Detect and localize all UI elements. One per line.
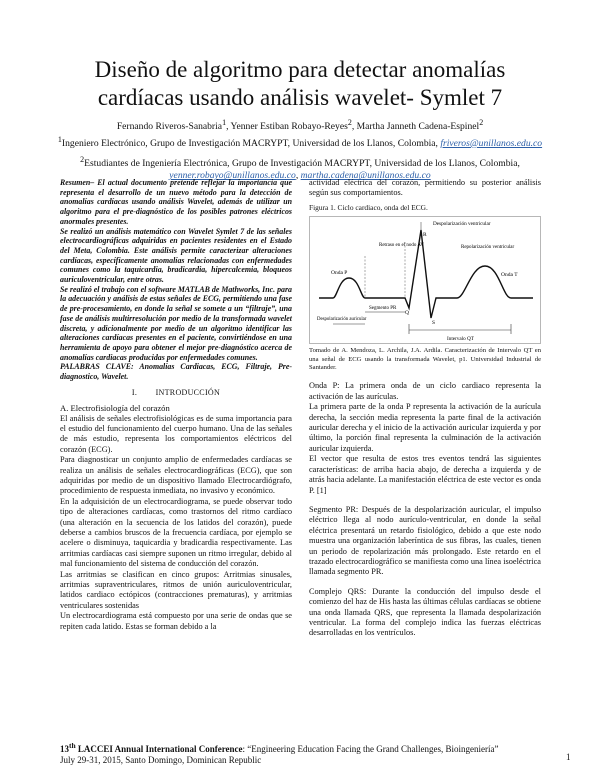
label-despolarizacion: Despolarización ventricular (433, 221, 491, 228)
email-link-1[interactable]: friveros@unillanos.edu.co (440, 137, 543, 149)
abstract-paragraph-2: Se realizó un análisis matemático con Wavelet Symlet 7 de las señales electrocardiográficas adquiridas en pacientes residentes en el Estado del Meta, Colombia. Este análisis permite caracterizar alteraciones cardíacas, específicamente anomalías relacionadas con enfermedades comunes como la taquicardia, bradicardia, hipercalcemia, bloqueos auriculoventricular, entre otras. (60, 226, 292, 285)
onda-p-paragraph-2: La primera parte de la onda P representa la activación de la aurícula derecha, la sección media representa la parte final de la activación auricular derecha y el inicio de la activación auricular izquierda y por último, la porción final representa la culminación de la activación auricular izquierda. (309, 402, 541, 453)
page-number: 1 (566, 752, 571, 762)
paper-title (40, 56, 560, 112)
label-segmento-pr: Segmento PR (369, 306, 397, 312)
label-despol-auricular: Despolarización auricular (317, 317, 367, 323)
section-heading: I. INTRODUCCIÓN (131, 387, 221, 397)
label-retraso: Retraso en el nodo AV (379, 243, 424, 249)
figure-source: Tomado de A. Mendoza, L. Archila, J.A. Ardila. Caracterización de Intervalo QT en una señal de ECG usando la transformada Wavelet, p1. Universidad Industrial de Santander. (309, 347, 541, 372)
vector-paragraph: El vector que resulta de estos tres eventos tendrá las siguientes características: de arriba hacia abajo, de derecha a izquierda y de atrás hacia adelante. La manifestación eléctrica de este vector es onda P. [1] (309, 454, 541, 495)
intro-paragraph-2: Para diagnosticar un conjunto amplio de enfermedades cardíacas se realiza un análisis de señales electrocardiográficas (ECG), que son adquiridas por medio de un dispositivo llamado Electrocardiógrafo, procedimiento de respuesta inmediata, no invasivo y económico. (60, 455, 292, 496)
label-intervalo-qt: Intervalo QT (447, 336, 474, 343)
intro-paragraph-3: En la adquisición de un electrocardiograma, se puede observar todo tipo de alteraciones cardíacas, como trastornos del ritmo cardíaco (una alteración en la secuencia de los latidos del corazón), puede deberse a cambios bruscos de la frecuencia cardíaca, por ejemplo se acelere o disminuya, taquicardia y bradicardia respectivamente. Las arritmias cardíacas casi siempre suponen un ritmo irregular, debido al mal funcionamiento del sistema de conducción del corazón. (60, 496, 292, 569)
label-r: R (423, 232, 427, 239)
subsection-heading: A. Electrofisiología del corazón (60, 403, 170, 414)
abstract-paragraph-1: Resumen– El actual documento pretende reflejar la importancia que representa el desarrollo de un nuevo método para la detección de anomalías cardíacas usando análisis Wavelet, además de utilizar un algoritmo para el pre-diagnóstico de los posibles patrones eléctricos anormales presentes. (60, 178, 292, 226)
label-repolarizacion: Repolarización ventricular (461, 245, 515, 251)
continued-paragraph: actividad eléctrica del corazón, permitiendo su posterior análisis según sus comportamientos. (309, 178, 541, 198)
affiliation-2-emails: yenner.robayo@unillanos.edu.co, martha.cadena@unillanos.edu.co (169, 170, 431, 182)
author-block (20, 117, 580, 183)
left-column (60, 178, 292, 632)
conference-line: 13th LACCEI Annual International Conference: “Engineering Education Facing the Grand Challenges, Bioingeniería” (60, 741, 499, 754)
ecg-cycle-figure (309, 216, 541, 344)
label-onda-p: Onda P (331, 270, 348, 277)
complejo-qrs-paragraph: Complejo QRS: Durante la conducción del impulso desde el comienzo del haz de His hasta las últimas células cardíacas se obtiene una onda llamada QRS, que representa la llamada despolarización ventricular. La forma del complejo indica las fuerzas eléctricas desarrolladas en los ventrículos. (309, 586, 541, 638)
segmento-pr-paragraph: Segmento PR: Después de la despolarización auricular, el impulso eléctrico llega al nodo aurículo-ventricular, en donde la señal eléctrica presentará un retardo fisiológico, debido a que este nodo muestra una organización laberíntica de sus fibras, las cuales, tienen un periodo de repolarización más prolongado. Este retardo en el trazado electrocardiográfico se manifiesta como una línea isoeléctrica llamada segmento PR. (309, 504, 541, 577)
label-q: Q (405, 310, 409, 317)
intro-paragraph-5: Un electrocardiograma está compuesto por una serie de ondas que se repiten cada latido. Estas se forman debido a la (60, 611, 292, 631)
intro-paragraph-1: El análisis de señales electrofisiológicas es de suma importancia para el estudio del funcionamiento del cuerpo humano. Una de las señales de más estudio, representa los comportamientos eléctricos del corazón (ECG). (60, 413, 292, 454)
conference-date-place: July 29-31, 2015, Santo Domingo, Dominican Republic (60, 755, 262, 766)
right-column (309, 178, 541, 639)
page-footer (60, 740, 560, 767)
abstract-paragraph-3: Se realizó el trabajo con el software MATLAB de Mathworks, Inc. para la adecuación y análisis de estas señales de ECG, permitiendo una fase de pre-procesamiento, en donde la señal se somete a un “filtraje”, una fase de análisis multirresolución por medio de la transformada wavelet discreta, y adicionalmente por medio de un algoritmo identificar las alteraciones cardíacas presentes en el paciente, convirtiéndose en una herramienta de apoyo para obtener el mejor pre-diagnóstico acerca de anomalías cardiacas producidas por enfermedades comunes. (60, 284, 292, 362)
figure-caption: Figura 1. Ciclo cardiaco, onda del ECG. (309, 202, 428, 212)
affiliation-2: $^2$Estudiantes de Ingeniería Electrónica, Grupo de Investigación MACRYPT, Universidad de los Llanos, Colombia, (80, 154, 520, 169)
title-line-2: cardíacas usando análisis wavelet- Symlet 7 (97, 85, 503, 110)
label-s: S (432, 320, 436, 327)
keywords: PALABRAS CLAVE: Anomalías Cardiacas, ECG, Filtraje, Pre-diagnostico, Wavelet. (60, 362, 292, 382)
author-names: Fernando Riveros-Sanabria$^1$, Yenner Estiban Robayo-Reyes$^2$, Martha Janneth Cadena-Espinel$^2$ (116, 118, 484, 133)
affiliation-1: $^1$Ingeniero Electrónico, Grupo de Investigación MACRYPT, Universidad de los Llanos, Colombia, friveros@unillanos.edu.co (57, 134, 543, 149)
email-link-3[interactable]: martha.cadena@unillanos.edu.co (300, 170, 431, 182)
email-link-2[interactable]: yenner.robayo@unillanos.edu.co (169, 170, 296, 182)
onda-p-paragraph-1: Onda P: La primera onda de un ciclo cardiaco representa la activación de las aurículas. (309, 381, 541, 401)
label-onda-t: Onda T (501, 272, 518, 279)
title-line-1: Diseño de algoritmo para detectar anomalías (94, 57, 506, 82)
intro-paragraph-4: Las arritmias se clasifican en cinco grupos: Arritmias sinusales, arritmias supraventriculares, ritmos de unión auriculoventricular, latidos cardiaco ectópicos (contracciones prematuras), y arritmias ventriculares sostenidas (60, 569, 292, 610)
